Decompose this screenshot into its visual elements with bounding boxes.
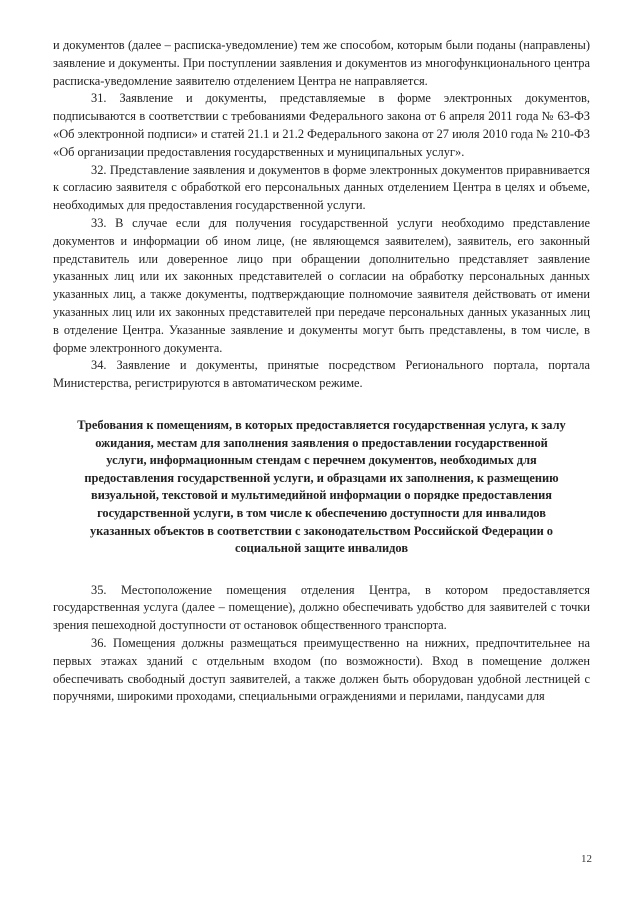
paragraph-34: 34. Заявление и документы, принятые посредством Регионального портала, портала Министерства, регистрируются в автоматическом режиме. — [53, 358, 590, 391]
section-heading: Требования к помещениям, в которых предоставляется государственная услуга, к залу ожидания, местам для заполнения заявления о предоставлении государственной услуги, информационным стендам с перечнем документов, необходимых для предоставления государственной услуги, и образцами их заполнения, к размещению визуальной, текстовой и мультимедийной информации о порядке предоставления государственной услуги, в том числе к обеспечению доступности для инвалидов указанных объектов в соответствии с законодательством Российской Федерации о социальной защите инвалидов — [77, 417, 566, 556]
paragraph-35: 35. Местоположение помещения отделения Центра, в котором предоставляется государственная услуга (далее – помещение), должно обеспечивать удобство для заявителей с точки зрения пешеходной доступности от остановок общественного транспорта. — [53, 582, 590, 633]
paragraph-36: 36. Помещения должны размещаться преимущественно на нижних, предпочтительнее на первых этажах зданий с отдельным входом (по возможности). Вход в помещение должен обеспечивать свободный доступ заявителей, а также должен быть оборудован удобной лестницей с поручнями, широкими проходами, специальными ограждениями и перилами, пандусами для — [53, 636, 590, 704]
paragraph-continuation: и документов (далее – расписка-уведомление) тем же способом, которым были поданы (направлены) заявление и документы. При поступлении заявления и документов из многофункционального центра расписка-уведомление заявителю отделением Центра не направляется. — [53, 38, 590, 88]
paragraph-32: 32. Представление заявления и документов в форме электронных документов приравнивается к согласию заявителя с обработкой его персональных данных отделением Центра в целях и объеме, необходимых для предоставления государственной услуги. — [53, 162, 590, 213]
paragraph-31: 31. Заявление и документы, представляемые в форме электронных документов, подписываются в соответствии с требованиями Федерального закона от 6 апреля 2011 года № 63-ФЗ «Об электронной подписи» и статей 21.1 и 21.2 Федерального закона от 27 июля 2010 года № 210-ФЗ «Об организации предоставления государственных и муниципальных услуг». — [53, 91, 590, 159]
page-number: 12 — [581, 853, 592, 865]
paragraph-33: 33. В случае если для получения государственной услуги необходимо представление документов и информации об ином лице, (не являющемся заявителем), заявитель, его законный представитель или доверенное лицо при обращении дополнительно представляет заявление указанных лиц или их законных представителей о согласии на обработку персональных данных указанных лиц, а также документы, подтверждающие полномочие заявителя действовать от имени указанных лиц или их законных представителей при передаче персональных данных указанных лиц в отделение Центра. Указанные заявление и документы могут быть представлены, в том числе, в форме электронного документа. — [53, 215, 590, 355]
